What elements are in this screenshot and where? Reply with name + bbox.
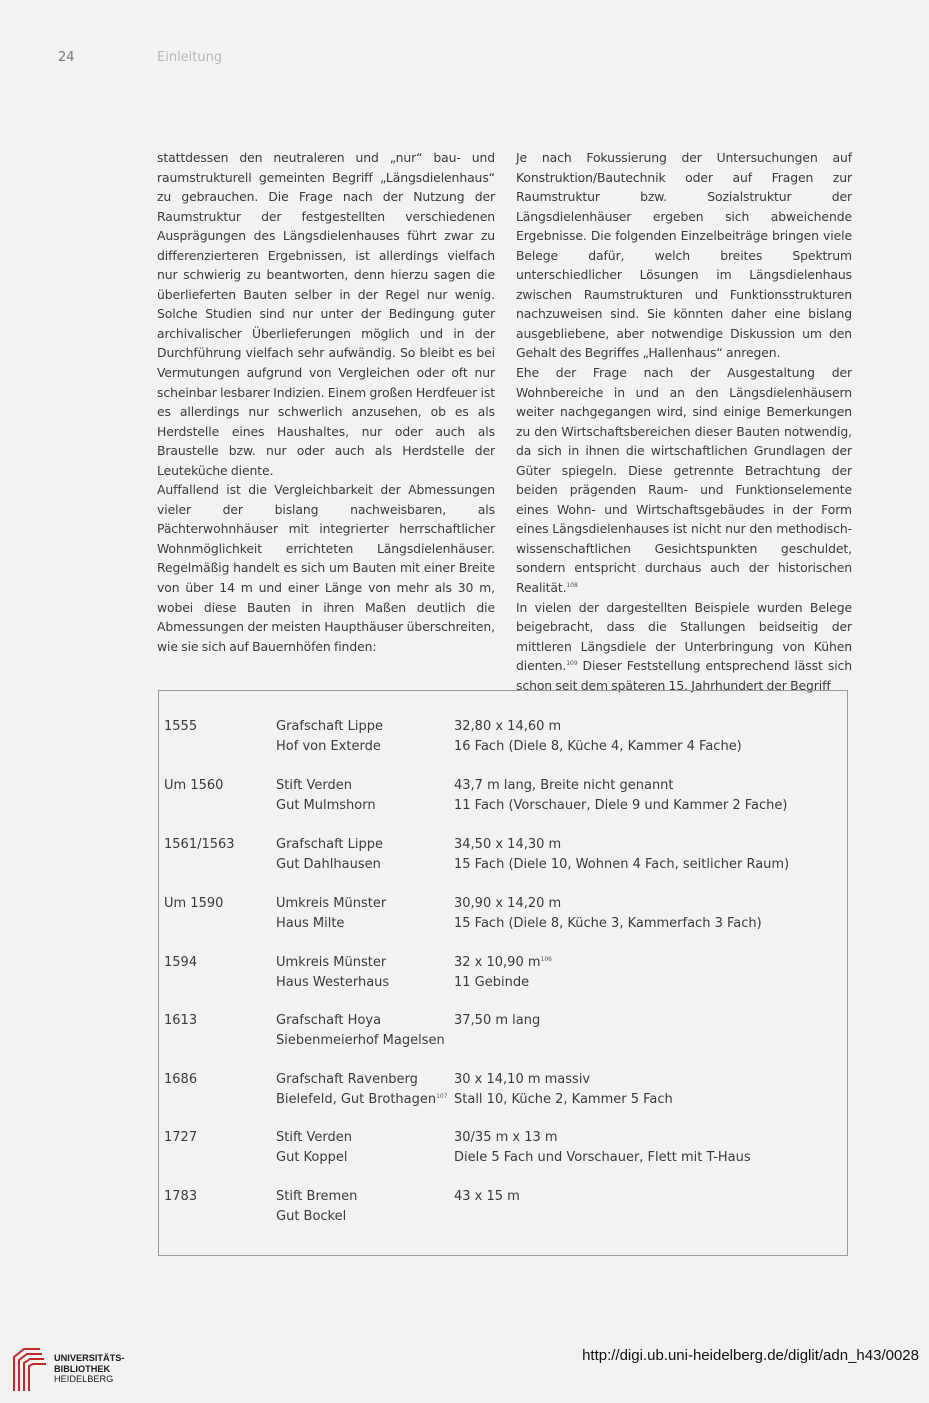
estate: Gut Dahlhausen — [276, 856, 381, 872]
paragraph-text: Dieser Feststellung entsprechend lässt sich schon seit dem späteren 15. Jahrhundert der Begriff — [516, 658, 852, 693]
bays: 15 Fach (Diele 8, Küche 3, Kammerfach 3 Fach) — [454, 915, 762, 931]
bays: 11 Fach (Vorschauer, Diele 9 und Kammer 2 Fache) — [454, 797, 788, 813]
paragraph-text: Ehe der Frage nach der Ausgestaltung der Wohnbereiche in und an den Längsdielenhäusern weiter nachgegangen wird, sind einige Bemerkungen zu den Wirtschaftsbereichen dieser Bauten notwendig, da sich in ihnen die wirtschaftlichen Grundlagen der Güter spiegeln. Diese getrennte Betrachtung der beiden prägenden Raum- und Funktionselemente eines Wohn- und Wirtschaftsgebäudes in der Form eines Längsdielenhauses ist nicht nur den methodisch-wissenschaftlichen Gesichtspunkten geschuldet, sondern entspricht durchaus auch der historischen Realität. — [516, 365, 852, 596]
estate: Gut Mulmshorn — [276, 797, 376, 813]
size-text: 32 x 10,90 m — [454, 955, 541, 970]
estate: Haus Milte — [276, 915, 345, 931]
year-cell: 1783 — [164, 1189, 198, 1204]
size: 32,80 x 14,60 m — [454, 719, 562, 734]
running-head: Einleitung — [157, 50, 223, 65]
place-cell — [276, 776, 451, 815]
dimensions-cell — [454, 1187, 844, 1207]
place-cell — [276, 894, 451, 933]
bays: Diele 5 Fach und Vorschauer, Flett mit T-Haus — [454, 1149, 751, 1165]
paragraph: Je nach Fokussierung der Untersuchungen auf Konstruktion/Bautechnik oder auf Fragen zur Raumstruktur bzw. Sozialstruktur der Längsdielenhäuser ergeben sich abweichende Ergebnisse. Die folgenden Einzelbeiträge bringen viele Belege dafür, welch breites Spektrum unterschiedlicher Lösungen im Längsdielenhaus zwischen Raumstrukturen und Funktionsstrukturen nachzuweisen sind. Sie könnten daher eine bislang ausgebliebene, aber notwendige Diskussion um den Gehalt des Begriffes „Hallenhaus“ anregen. — [516, 150, 852, 361]
dimensions-table — [158, 690, 848, 1256]
territory: Grafschaft Lippe — [276, 837, 384, 852]
estate: Siebenmeierhof Magelsen — [276, 1032, 445, 1048]
year-cell: 1727 — [164, 1130, 198, 1145]
dimensions-cell — [454, 717, 844, 756]
dimensions-cell — [454, 1011, 844, 1031]
dimensions-cell — [454, 894, 844, 933]
estate-text: Bielefeld, Gut Brothagen — [276, 1091, 437, 1107]
territory: Grafschaft Lippe — [276, 719, 384, 734]
size: 43 x 15 m — [454, 1189, 520, 1204]
estate: Gut Bockel — [276, 1208, 347, 1224]
size: 30,90 x 14,20 m — [454, 896, 562, 911]
bays: 16 Fach (Diele 8, Küche 4, Kammer 4 Fache) — [454, 738, 742, 754]
footnote-ref: 107 — [436, 1092, 448, 1100]
source-url-link[interactable]: http://digi.ub.uni-heidelberg.de/diglit/adn_h43/0028 — [582, 1347, 919, 1364]
footnote-ref: 109 — [566, 660, 578, 668]
territory: Umkreis Münster — [276, 955, 387, 970]
bays: 15 Fach (Diele 10, Wohnen 4 Fach, seitlicher Raum) — [454, 856, 790, 872]
paragraph: Auffallend ist die Vergleichbarkeit der Abmessungen vieler der bislang nachweisbaren, als Pächterwohnhäuser mit integrierter herrschaftlicher Wohnmöglichkeit errichteten Längsdielenhäuser. Regelmäßig handelt es sich um Bauten mit einer Breite von über 14 m und einer Länge von mehr als 30 m, wobei diese Bauten in ihren Maßen deutlich die Abmessungen der meisten Haupthäuser überschreiten, wie sie sich auf Bauernhöfen finden: — [157, 482, 495, 654]
territory: Umkreis Münster — [276, 896, 387, 911]
size: 37,50 m lang — [454, 1013, 541, 1028]
year-cell: 1686 — [164, 1072, 198, 1087]
place-cell — [276, 1011, 451, 1050]
place-cell — [276, 953, 451, 992]
dimensions-cell — [454, 1128, 844, 1167]
year-cell: 1594 — [164, 955, 198, 970]
paragraph — [516, 363, 852, 598]
estate — [276, 1090, 451, 1110]
bays: 11 Gebinde — [454, 974, 530, 990]
footnote-ref: 108 — [566, 582, 578, 590]
year-cell: 1561/1563 — [164, 837, 235, 852]
library-logo-text — [54, 1353, 124, 1385]
text-column-left — [157, 148, 495, 656]
logo-line: UNIVERSITÄTS- — [54, 1353, 125, 1363]
text-column-right — [516, 148, 852, 695]
paragraph-text: In vielen der dargestellten Beispiele wurden Belege beigebracht, dass die Stallungen beidseitig der mittleren Längsdiele der Unterbringung von Kühen dienten. — [516, 599, 852, 674]
place-cell — [276, 1187, 451, 1226]
footnote-ref: 106 — [540, 956, 552, 963]
size: 34,50 x 14,30 m — [454, 837, 562, 852]
size: 30/35 m x 13 m — [454, 1130, 558, 1145]
dimensions-cell — [454, 1070, 844, 1109]
place-cell — [276, 835, 451, 874]
place-cell — [276, 717, 451, 756]
page-number: 24 — [58, 50, 75, 65]
size: 30 x 14,10 m massiv — [454, 1072, 591, 1087]
territory: Grafschaft Ravenberg — [276, 1072, 418, 1087]
territory: Stift Verden — [276, 1130, 353, 1145]
estate: Hof von Exterde — [276, 738, 381, 754]
year-cell: Um 1560 — [164, 778, 224, 793]
dimensions-cell — [454, 776, 844, 815]
year-cell: Um 1590 — [164, 896, 224, 911]
logo-line: BIBLIOTHEK — [54, 1363, 111, 1374]
territory: Stift Verden — [276, 778, 353, 793]
territory: Grafschaft Hoya — [276, 1013, 382, 1028]
dimensions-cell — [454, 835, 844, 874]
dimensions-cell — [454, 953, 844, 992]
size: 43,7 m lang, Breite nicht genannt — [454, 778, 674, 793]
estate: Haus Westerhaus — [276, 974, 390, 990]
logo-line: HEIDELBERG — [54, 1374, 114, 1384]
paragraph: stattdessen den neutraleren und „nur“ bau- und raumstrukturell gemeinten Begriff „Längsdielenhaus“ zu gebrauchen. Die Frage nach der Nutzung der Raumstruktur der festgestellten verschiedenen Ausprägungen des Längsdielenhauses führt zwar zu differenzierteren Ergebnissen, ist allerdings vielfach nur schwierig zu beantworten, denn hierzu sagen die überlieferten Bauten selber in der Regel nur wenig. Solche Studien sind nur unter der Bedingung guter archivalischer Überlieferungen möglich und in der Durchführung vielfach sehr aufwändig. So bleibt es bei Vermutungen aufgrund von Vergleichen oder oft nur scheinbar lesbarer Indizien. Einem großen Herdfeuer ist es allerdings nur schwerlich anzusehen, ob es als Herdstelle eines Haushaltes, nur oder auch als Braustelle bzw. nur oder auch als Herdstelle der Leuteküche diente. — [157, 150, 495, 478]
size — [454, 953, 844, 973]
place-cell — [276, 1128, 451, 1167]
territory: Stift Bremen — [276, 1189, 358, 1204]
year-cell: 1555 — [164, 719, 198, 734]
bays: Stall 10, Küche 2, Kammer 5 Fach — [454, 1091, 673, 1107]
estate: Gut Koppel — [276, 1149, 348, 1165]
library-logo[interactable] — [10, 1345, 160, 1395]
library-logo-icon — [10, 1345, 50, 1395]
paragraph — [516, 598, 852, 696]
year-cell: 1613 — [164, 1013, 198, 1028]
place-cell — [276, 1070, 451, 1109]
